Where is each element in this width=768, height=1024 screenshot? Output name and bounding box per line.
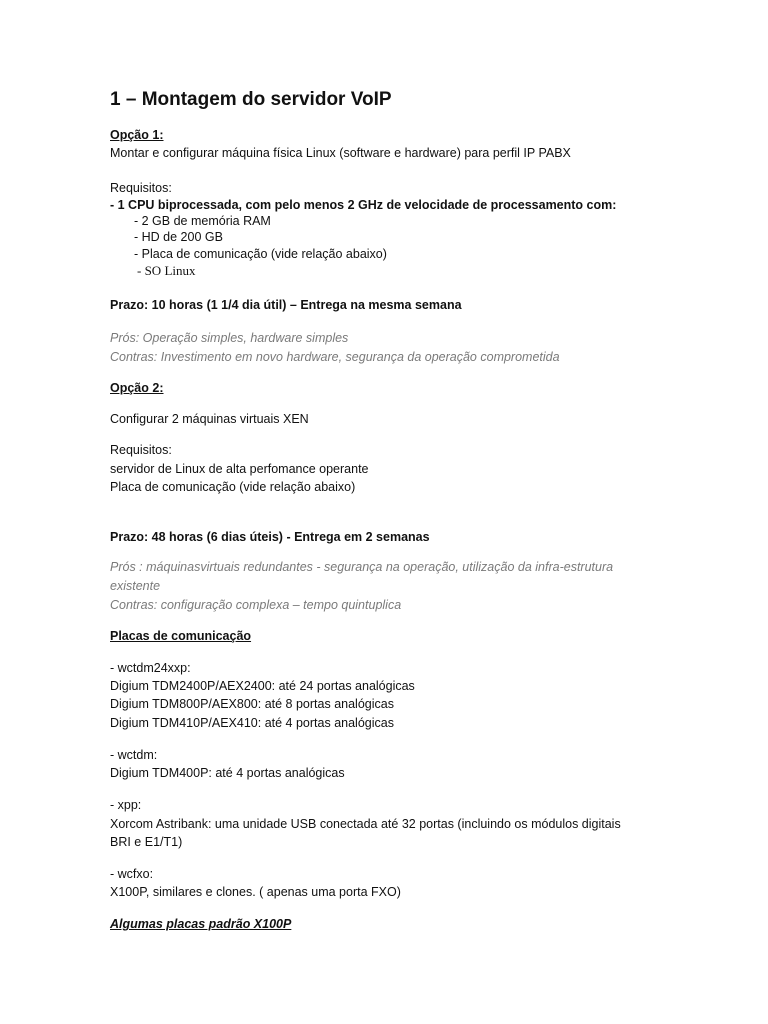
option-2-pros-continued: existente bbox=[110, 579, 161, 593]
option-1-heading: Opção 1: bbox=[110, 128, 164, 142]
placas-xpp-item-1: Xorcom Astribank: uma unidade USB conectada até 32 portas (incluindo os módulos digitais bbox=[110, 817, 621, 831]
option-1-req-cpu: - 1 CPU biprocessada, com pelo menos 2 GHz de velocidade de processamento com: bbox=[110, 198, 617, 212]
option-1-req-hd: - HD de 200 GB bbox=[134, 230, 223, 244]
option-1-contras bbox=[110, 349, 560, 365]
placas-wctdm: - wctdm: bbox=[110, 748, 158, 762]
option-1-requirements-label: Requisitos: bbox=[110, 181, 172, 195]
placas-xpp: - xpp: bbox=[110, 798, 142, 812]
option-2-contras bbox=[110, 597, 401, 613]
option-1-pros bbox=[110, 330, 348, 346]
placas-wcfxo: - wcfxo: bbox=[110, 867, 154, 881]
option-2-prazo: Prazo: 48 horas (6 dias úteis) - Entrega em 2 semanas bbox=[110, 530, 430, 544]
placas-wctdm24xxp-item-2: Digium TDM800P/AEX800: até 8 portas analógicas bbox=[110, 697, 394, 711]
placas-wctdm24xxp-item-3: Digium TDM410P/AEX410: até 4 portas analógicas bbox=[110, 716, 394, 730]
option-2-description: Configurar 2 máquinas virtuais XEN bbox=[110, 412, 309, 426]
option-2-pros bbox=[110, 559, 613, 575]
option-1-prazo: Prazo: 10 horas (1 1/4 dia útil) – Entrega na mesma semana bbox=[110, 298, 462, 312]
option-2-pros-label: Prós : bbox=[110, 560, 143, 574]
option-2-contras-text: configuração complexa – tempo quintuplica bbox=[157, 598, 402, 612]
placas-wcfxo-item-1: X100P, similares e clones. ( apenas uma porta FXO) bbox=[110, 885, 401, 899]
option-1-req-ram: - 2 GB de memória RAM bbox=[134, 214, 271, 228]
option-1-req-so: - SO Linux bbox=[137, 263, 196, 278]
placas-heading: Placas de comunicação bbox=[110, 629, 252, 643]
option-1-description: Montar e configurar máquina física Linux (software e hardware) para perfil IP PABX bbox=[110, 146, 571, 160]
placas-wctdm-item-1: Digium TDM400P: até 4 portas analógicas bbox=[110, 766, 345, 780]
option-2-req-placa: Placa de comunicação (vide relação abaixo) bbox=[110, 480, 356, 494]
placas-wctdm24xxp: - wctdm24xxp: bbox=[110, 661, 191, 675]
placas-xpp-item-1-continued: BRI e E1/T1) bbox=[110, 835, 183, 849]
option-2-contras-label: Contras: bbox=[110, 598, 158, 612]
placas-wctdm24xxp-item-1: Digium TDM2400P/AEX2400: até 24 portas analógicas bbox=[110, 679, 415, 693]
page-title: 1 – Montagem do servidor VoIP bbox=[110, 89, 392, 110]
option-1-req-placa: - Placa de comunicação (vide relação abaixo) bbox=[134, 247, 387, 261]
option-2-heading: Opção 2: bbox=[110, 381, 164, 395]
option-2-req-server: servidor de Linux de alta perfomance operante bbox=[110, 462, 369, 476]
algumas-placas-heading: Algumas placas padrão X100P bbox=[110, 917, 292, 931]
option-2-pros-text: máquinasvirtuais redundantes - segurança na operação, utilização da infra-estrutura bbox=[142, 560, 614, 574]
option-2-requirements-label: Requisitos: bbox=[110, 443, 172, 457]
option-1-pros-text: Operação simples, hardware simples bbox=[139, 331, 349, 345]
option-1-contras-text: : Investimento em novo hardware, segurança da operação comprometida bbox=[153, 350, 560, 364]
option-1-contras-label: Contras bbox=[110, 350, 154, 364]
option-1-pros-label: Prós: bbox=[110, 331, 140, 345]
